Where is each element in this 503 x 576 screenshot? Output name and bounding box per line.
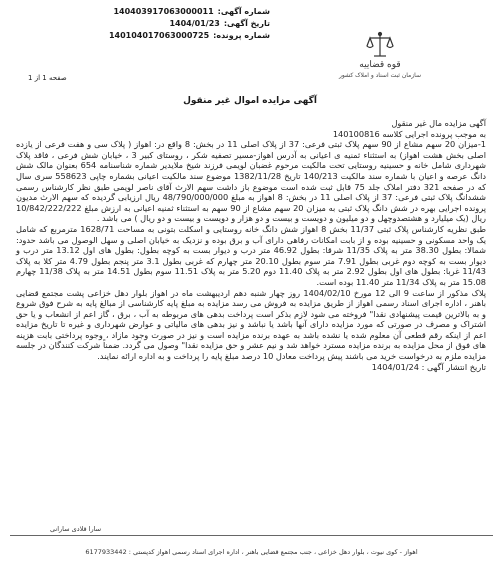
meta-key: شماره پرونده: bbox=[213, 31, 270, 40]
meta-row-notice-date bbox=[30, 18, 270, 30]
page-number: صفحه 1 از 1 bbox=[28, 74, 67, 82]
meta-row-notice-number bbox=[30, 6, 270, 18]
body-paragraph: تاریخ انتشار آگهی : 1404/01/24 bbox=[371, 361, 486, 372]
document-body bbox=[16, 118, 486, 372]
meta-value: 140403917063000011 bbox=[113, 7, 214, 16]
meta-row-case-number bbox=[30, 30, 270, 42]
meta-value: 140104017063000725 bbox=[108, 31, 210, 40]
scales-of-justice-icon bbox=[365, 30, 395, 60]
footer-divider bbox=[10, 535, 493, 536]
notice-meta bbox=[30, 6, 270, 42]
organization-logo bbox=[335, 30, 425, 85]
logo-subtitle: سازمان ثبت اسناد و املاک کشور bbox=[338, 72, 422, 79]
footer-address: اهواز - کوی نیوت ، بلوار دهل خزاعی ، جنب مجتمع قضایی باهنر ، اداره اجرای اسناد رسمی اهواز کدپستی : 6177933442 bbox=[85, 548, 418, 556]
meta-key: شماره آگهی: bbox=[217, 7, 270, 16]
signer-name: سارا قلادی سارانی bbox=[50, 525, 102, 533]
body-paragraph: طبق نظریه کارشناس پلاک ثبتی 11/37 بخش 8 اهواز شش دانگ خانه روستایی و اسکلت بتونی به مساحت 1628/71 مترمربع که شامل یک واحد مسکونی و حسینیه بوده و از بابت امکانات رفاهی دارای آب و برق بوده و نزدیک به خیابان اصلی و سهل الوصول می باشد حدود: شمالا: بطول 38.30 متر به پلاک 11/35 شرقا: بطول 46.92 متر درب و دیوار بست به کوچه بطول: بطول های اول 13.12 متر درب و دیوار بست به کوچه دوم غربی بطول 7.91 متر سوم بطول 20.10 متر چهارم که غربی بطول 3.1 متر پنجم بطول 4.79 متر کلا به پلاک 11/43 غربا: بطول های اول بطول 2.92 متر به پلاک 11.40 دوم 5.20 متر به پلاک 11.51 سوم بطول 14.51 متر به پلاک 11/38 چهارم 15.08 متر به پلاک 11/34 متر 11.40 بوده است. bbox=[16, 223, 486, 287]
body-paragraph: پلاک مذکور از ساعت 9 الی 12 مورخ 1404/02/10 روز چهار شنبه دهم اردیبهشت ماه در اهواز بلوار دهل خزاعی پشت مجتمع قضایی باهنر ، اداره اجرای اسناد رسمی اهواز از طریق مزایده به فروش می رسد مزایده به مبلغ پایه کارشناسی از مبالغ پایه به شرح فوق شروع و به بالاترین قیمت پیشنهادی نقدا" فروخته می شود لازم بذکر است پرداخت بدهی های مربوطه به آب ، برق ، گاز اعم از انشعاب و یا حق اشتراک و مصرف در صورتی که مورد مزایده دارای آنها باشد یا نباشد و نیز بدهی های مالیاتی و عوارض شهرداری و غیره تا تاریخ مزایده اعم از اینکه رقم قطعی آن معلوم شده یا نشده باشد به عهده برنده مزایده است و نیز در صورت وجود مازاد ، وجوه پرداختی بابت هزینه های فوق از محل مزایده به برنده مزایده مسترد خواهد شد و نیم عشر و حق مزایده نقدا" وصول می گردد. ضمناً شرکت کنندگان در جلسه مزایده ملزم به درخواست خرید می باشند پیش پرداخت معادل 10 درصد مبلغ پایه را پرداخت و به اداره ارائه نمایند. bbox=[16, 287, 486, 362]
meta-key: تاریخ آگهی: bbox=[223, 19, 270, 28]
document-title: آگهی مزایده اموال غیر منقول bbox=[183, 96, 317, 106]
logo-title: قوه قضاییه bbox=[359, 60, 401, 70]
meta-value: 1404/01/23 bbox=[169, 19, 220, 28]
body-paragraph: 1-میزان 20 سهم مشاع از 90 سهم پلاک ثبتی فرعی: 37 از پلاک اصلی 11 در بخش: 8 واقع در: اهواز ( پلاک سی و هفت فرعی از یازده اصلی بخش هشت اهواز) به استثناء ثمنیه ی اعیانی به آدرس اهواز-مسیر تصفیه شکر ، روستای کبیر 3 ، خیابان شش فرعی ، فاقد پلاک شهرداری شامل خانه و حسینیه روستایی تحت مالکیت مرحوم غضبان لویمی فرزند شیخ ملایدیر شماره شناسنامه 654 بعنوان مالک شش دانگ عرصه و اعیان با شماره سند مالکیت 140/213 تاریخ 1382/11/28 موضوع سند مالکیت اعیانی بشماره چاپی 558623 سری سال که در صفحه 321 دفتر املاک جلد 75 قابل ثبت شده است موضوع باز داشت سهم الارث آقای ناصر لویمی طبق نظر کارشناس رسمی ششدانگ پلاک ثبتی فرعی: 37 از پلاک اصلی 11 در بخش: 8 اهواز به مبلغ 48/790/000/000 ریال ارزیابی گردیده که سهم الارث مدیون پرونده اجرایی بهره در شش دانگ پلاک ثبتی به میزان 20 سهم مشاع از 90 سهم به استثناء ثمنیه اعیانی به ارزش مبلغ 10/842/222/222 ریال (یک میلیارد و هشتصدوچهل و دو میلیون و دویست و بیست و دو هزار و دویست و بیست و دو ریال ) می باشد . bbox=[16, 139, 487, 224]
body-paragraph: آگهی مزایده مال غیر منقول bbox=[391, 118, 486, 128]
body-paragraph: به موجب پرونده اجرایی کلاسه 140100816 bbox=[332, 128, 486, 139]
